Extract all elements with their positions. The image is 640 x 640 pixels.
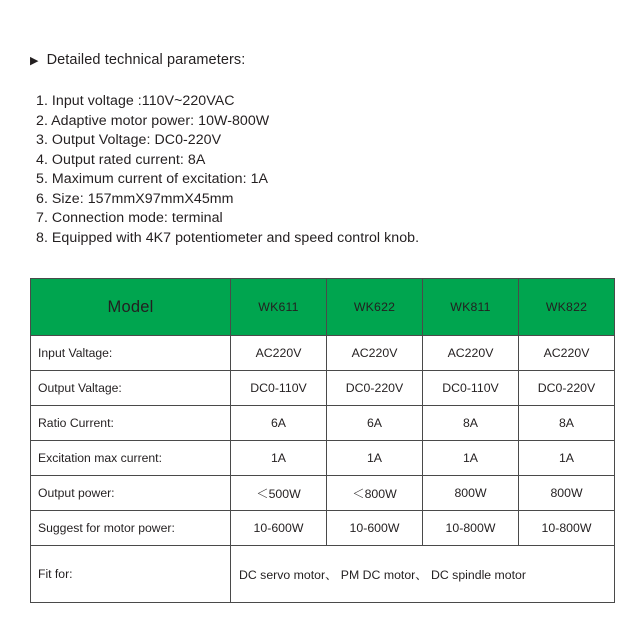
spec-list — [36, 92, 612, 248]
cell-value: DC0-220V — [327, 371, 423, 406]
table-row — [31, 406, 615, 441]
table-header-row — [31, 279, 615, 336]
list-item: 3. Output Voltage: DC0-220V — [36, 132, 222, 148]
column-header-wk622: WK622 — [327, 279, 423, 336]
cell-value: AC220V — [519, 336, 615, 371]
column-header-wk611: WK611 — [231, 279, 327, 336]
table-row — [31, 336, 615, 371]
cell-value: AC220V — [327, 336, 423, 371]
table-row — [31, 441, 615, 476]
cell-value: 10-600W — [327, 511, 423, 546]
row-label: Input Valtage: — [31, 336, 231, 371]
row-label: Ratio Current: — [31, 406, 231, 441]
cell-value: 1A — [519, 441, 615, 476]
table-header — [31, 279, 615, 336]
list-item: 8. Equipped with 4K7 potentiometer and speed control knob. — [36, 229, 420, 246]
section-heading — [30, 52, 612, 70]
cell-value: DC0-110V — [231, 371, 327, 406]
column-header-wk811: WK811 — [423, 279, 519, 336]
cell-value: 800W — [519, 476, 615, 511]
list-item: 4. Output rated current: 8A — [36, 151, 206, 168]
column-header-wk822: WK822 — [519, 279, 615, 336]
table-row — [31, 371, 615, 406]
cell-value: ＜500W — [231, 476, 327, 511]
list-item: 7. Connection mode: terminal — [36, 210, 223, 226]
cell-value: DC servo motor、 PM DC motor、 DC spindle motor — [231, 546, 615, 603]
cell-value: 1A — [327, 441, 423, 476]
table-row — [31, 476, 615, 511]
row-label: Output Valtage: — [31, 371, 231, 406]
cell-value: 10-800W — [519, 511, 615, 546]
cell-value: 6A — [327, 406, 423, 441]
cell-value: 1A — [423, 441, 519, 476]
list-item: 1. Input voltage :110V~220VAC — [36, 93, 235, 109]
table-body — [31, 336, 615, 603]
table-row — [31, 546, 615, 603]
row-label: Excitation max current: — [31, 441, 231, 476]
comparison-table-wrapper — [30, 278, 612, 603]
list-item: 2. Adaptive motor power: 10W-800W — [36, 112, 270, 129]
cell-value: DC0-110V — [423, 371, 519, 406]
cell-value: AC220V — [231, 336, 327, 371]
cell-value: ＜800W — [327, 476, 423, 511]
list-item: 5. Maximum current of excitation: 1A — [36, 171, 269, 187]
cell-value: AC220V — [423, 336, 519, 371]
row-label: Output power: — [31, 476, 231, 511]
cell-value: 8A — [519, 406, 615, 441]
cell-value: 8A — [423, 406, 519, 441]
section-heading-label: Detailed technical parameters: — [46, 52, 246, 68]
cell-value: 1A — [231, 441, 327, 476]
row-label: Suggest for motor power: — [31, 511, 231, 546]
column-header-model: Model — [31, 279, 231, 336]
table-row — [31, 511, 615, 546]
caret-right-icon: ▶ — [30, 55, 39, 67]
comparison-table — [30, 278, 615, 603]
cell-value: 6A — [231, 406, 327, 441]
cell-value: 10-800W — [423, 511, 519, 546]
list-item: 6. Size: 157mmX97mmX45mm — [36, 190, 234, 207]
cell-value: DC0-220V — [519, 371, 615, 406]
cell-value: 10-600W — [231, 511, 327, 546]
cell-value: 800W — [423, 476, 519, 511]
row-label: Fit for: — [31, 546, 231, 603]
